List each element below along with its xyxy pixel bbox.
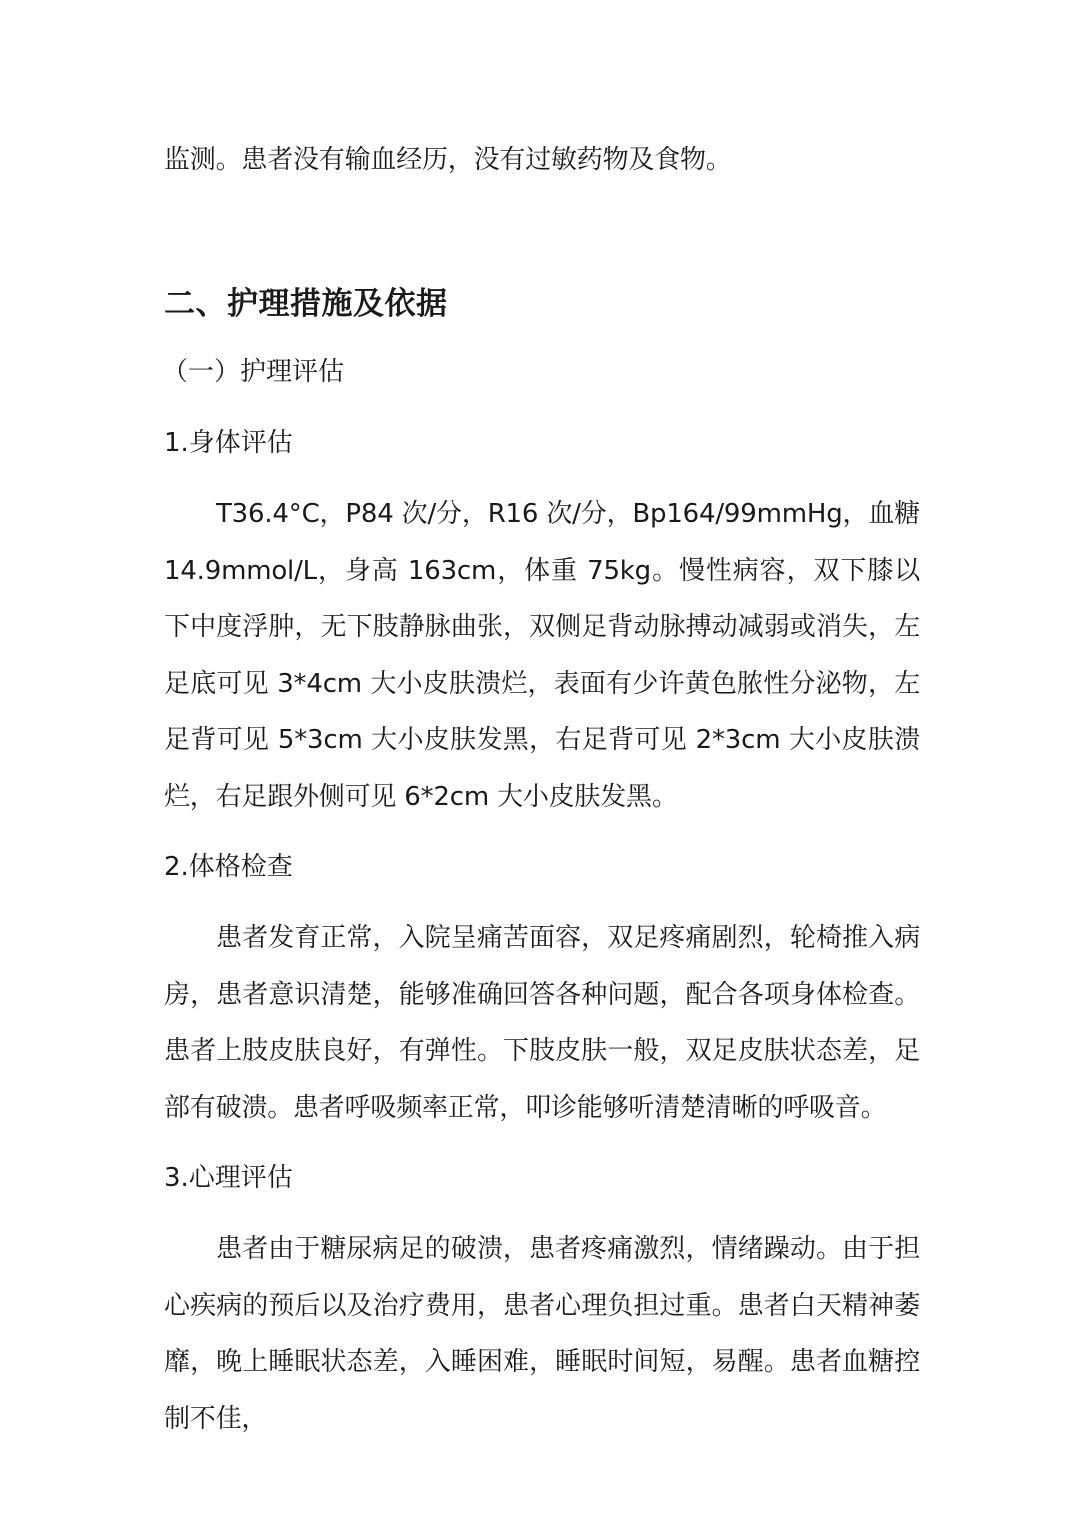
item-heading-physical-assessment: 1.身体评估 [164, 428, 293, 458]
item-heading-physical-examination: 2.体格检查 [164, 852, 293, 882]
section-title: 二、护理措施及依据 [164, 286, 448, 322]
subsection-title: （一）护理评估 [162, 357, 345, 387]
paragraph-psychological-assessment: 患者由于糖尿病足的破溃，患者疼痛激烈，情绪躁动。由于担心疾病的预后以及治疗费用，患者心理负担过重。患者白天精神萎靡，晚上睡眠状态差，入睡困难，睡眠时间短，易醒。患者血糖控制不佳， [164, 1234, 920, 1434]
paragraph-physical-examination: 患者发育正常，入院呈痛苦面容，双足疼痛剧烈，轮椅推入病房，患者意识清楚，能够准确回答各种问题，配合各项身体检查。患者上肢皮肤良好，有弹性。下肢皮肤一般，双足皮肤状态差，足部有破溃。患者呼吸频率正常，叩诊能够听清楚清晰的呼吸音。 [164, 923, 920, 1123]
paragraph-physical-assessment: T36.4°C，P84 次/分，R16 次/分，Bp164/99mmHg，血糖 14.9mmol/L，身高 163cm，体重 75kg。慢性病容，双下膝以下中度浮肿，无下肢静脉曲张，双侧足背动脉搏动减弱或消失，左足底可见 3*4cm 大小皮肤溃烂，表面有少许黄色脓性分泌物，左足背可见 5*3cm 大小皮肤发黑，右足背可见 2*3cm 大小皮肤溃烂，右足跟外侧可见 6*2cm 大小皮肤发黑。 [164, 499, 920, 812]
item-heading-psychological-assessment: 3.心理评估 [164, 1163, 293, 1193]
continuation-paragraph: 监测。患者没有输血经历，没有过敏药物及食物。 [164, 145, 732, 175]
